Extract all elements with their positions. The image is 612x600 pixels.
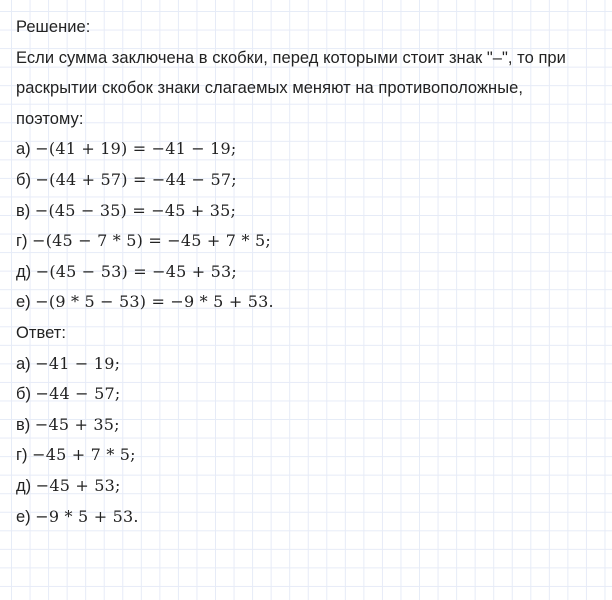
solution-document <box>16 12 606 532</box>
answer-item-d <box>16 471 606 502</box>
item-expression: −(45 − 7 * 5) = −45 + 7 * 5; <box>32 231 271 251</box>
item-expression: −(44 + 57) = −44 − 57; <box>35 169 237 189</box>
solution-item-v <box>16 196 606 227</box>
item-expression: −(45 − 53) = −45 + 53; <box>35 261 237 281</box>
answer-heading: Ответ: <box>16 323 67 342</box>
item-label: а) <box>16 140 36 159</box>
answer-item-g <box>16 440 606 471</box>
item-expression: −45 + 53; <box>35 475 121 495</box>
solution-item-b <box>16 165 606 196</box>
answer-item-a <box>16 349 606 380</box>
item-label: д) <box>16 476 36 495</box>
item-expression: −44 − 57; <box>35 384 121 404</box>
item-label: б) <box>16 170 36 189</box>
solution-item-e <box>16 287 606 318</box>
solution-item-d <box>16 257 606 288</box>
item-expression: −(45 − 35) = −45 + 35; <box>34 200 237 220</box>
item-label: б) <box>16 385 36 404</box>
item-label: г) <box>16 232 33 251</box>
item-expression: −41 − 19; <box>35 353 121 373</box>
item-label: е) <box>16 293 36 312</box>
item-expression: −(41 + 19) = −41 − 19; <box>35 139 237 159</box>
explanation-line-3: поэтому: <box>16 109 84 128</box>
item-expression: −9 * 5 + 53. <box>35 506 139 526</box>
item-expression: −45 + 7 * 5; <box>32 445 136 465</box>
answer-item-e <box>16 502 606 533</box>
solution-item-g <box>16 226 606 257</box>
item-expression: −(9 * 5 − 53) = −9 * 5 + 53. <box>35 292 274 312</box>
item-expression: −45 + 35; <box>34 414 120 434</box>
explanation-line-2: раскрытии скобок знаки слагаемых меняют на противоположные, <box>16 79 523 98</box>
answer-item-b <box>16 379 606 410</box>
item-label: а) <box>16 354 36 373</box>
solution-item-a <box>16 134 606 165</box>
item-label: д) <box>16 262 36 281</box>
item-label: г) <box>16 446 33 465</box>
item-label: в) <box>16 201 35 220</box>
answer-item-v <box>16 410 606 441</box>
solution-heading: Решение: <box>16 18 91 36</box>
explanation-line-1: Если сумма заключена в скобки, перед которыми стоит знак "–", то при <box>16 48 566 67</box>
item-label: в) <box>16 415 35 434</box>
item-label: е) <box>16 507 36 526</box>
